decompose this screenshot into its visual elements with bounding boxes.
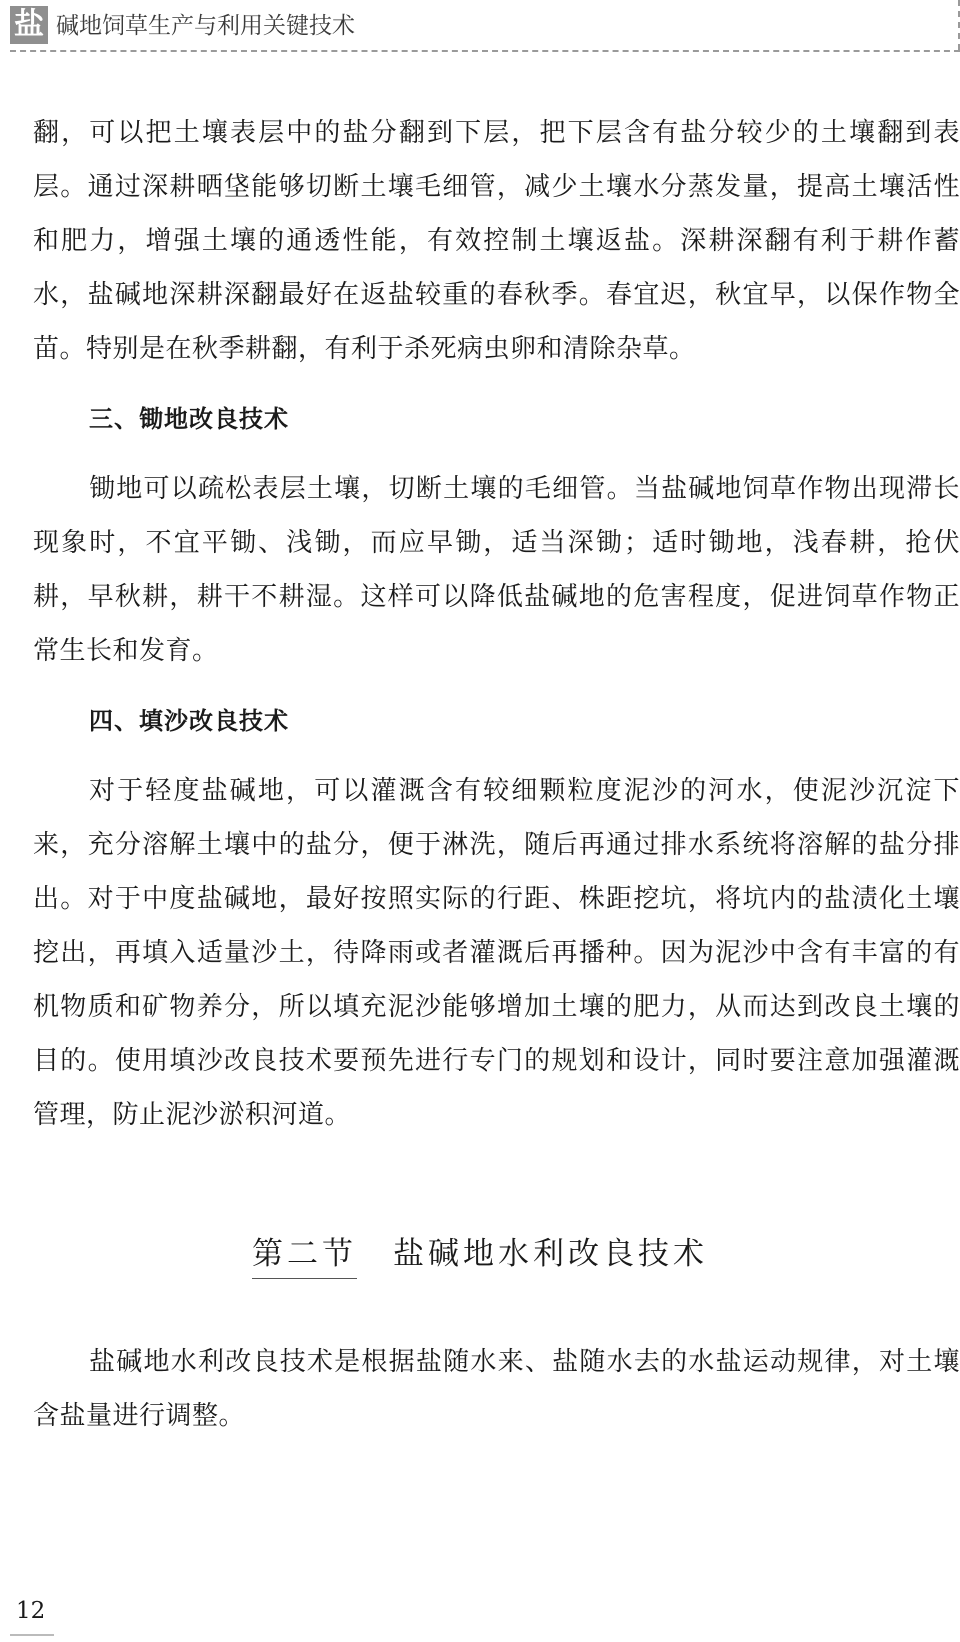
heading-hoeing: 三、锄地改良技术	[89, 405, 289, 433]
section-body	[33, 1335, 960, 1443]
section-number: 第二节	[252, 1232, 357, 1279]
page-number: 12	[16, 1598, 46, 1624]
section-title: 盐碱地水利改良技术	[393, 1236, 708, 1272]
running-header	[0, 0, 960, 52]
paragraph-hoeing: 锄地可以疏松表层土壤，切断土壤的毛细管。当盐碱地饲草作物出现滞长现象时，不宜平锄、浅锄，而应早锄，适当深锄；适时锄地，浅春耕，抢伏耕，早秋耕，耕干不耕湿。这样可以降低盐碱地的危害程度，促进饲草作物正常生长和发育。	[33, 474, 960, 666]
section-heading	[0, 1232, 960, 1279]
paragraph-sand-filling: 对于轻度盐碱地，可以灌溉含有较细颗粒度泥沙的河水，使泥沙沉淀下来，充分溶解土壤中的盐分，便于淋洗，随后再通过排水系统将溶解的盐分排出。对于中度盐碱地，最好按照实际的行距、株距挖坑，将坑内的盐渍化土壤挖出，再填入适量沙土，待降雨或者灌溉后再播种。因为泥沙中含有丰富的有机物质和矿物养分，所以填充泥沙能够增加土壤的肥力，从而达到改良土壤的目的。使用填沙改良技术要预先进行专门的规划和设计，同时要注意加强灌溉管理，防止泥沙淤积河道。	[33, 776, 960, 1130]
paragraph-deep-tillage: 翻，可以把土壤表层中的盐分翻到下层，把下层含有盐分较少的土壤翻到表层。通过深耕晒垡能够切断土壤毛细管，减少土壤水分蒸发量，提高土壤活性和肥力，增强土壤的通透性能，有效控制土壤返盐。深耕深翻有利于耕作蓄水，盐碱地深耕深翻最好在返盐较重的春秋季。春宜迟，秋宜早，以保作物全苗。特别是在秋季耕翻，有利于杀死病虫卵和清除杂草。	[33, 118, 960, 364]
body-text	[33, 106, 960, 1142]
paragraph-water-conservancy: 盐碱地水利改良技术是根据盐随水来、盐随水去的水盐运动规律，对土壤含盐量进行调整。	[33, 1347, 960, 1431]
header-dashed-rule	[10, 50, 960, 52]
header-badge: 盐	[10, 6, 48, 44]
page-number-rule	[10, 1634, 54, 1636]
heading-sand-filling: 四、填沙改良技术	[89, 707, 289, 735]
header-title: 碱地饲草生产与利用关键技术	[56, 13, 355, 39]
